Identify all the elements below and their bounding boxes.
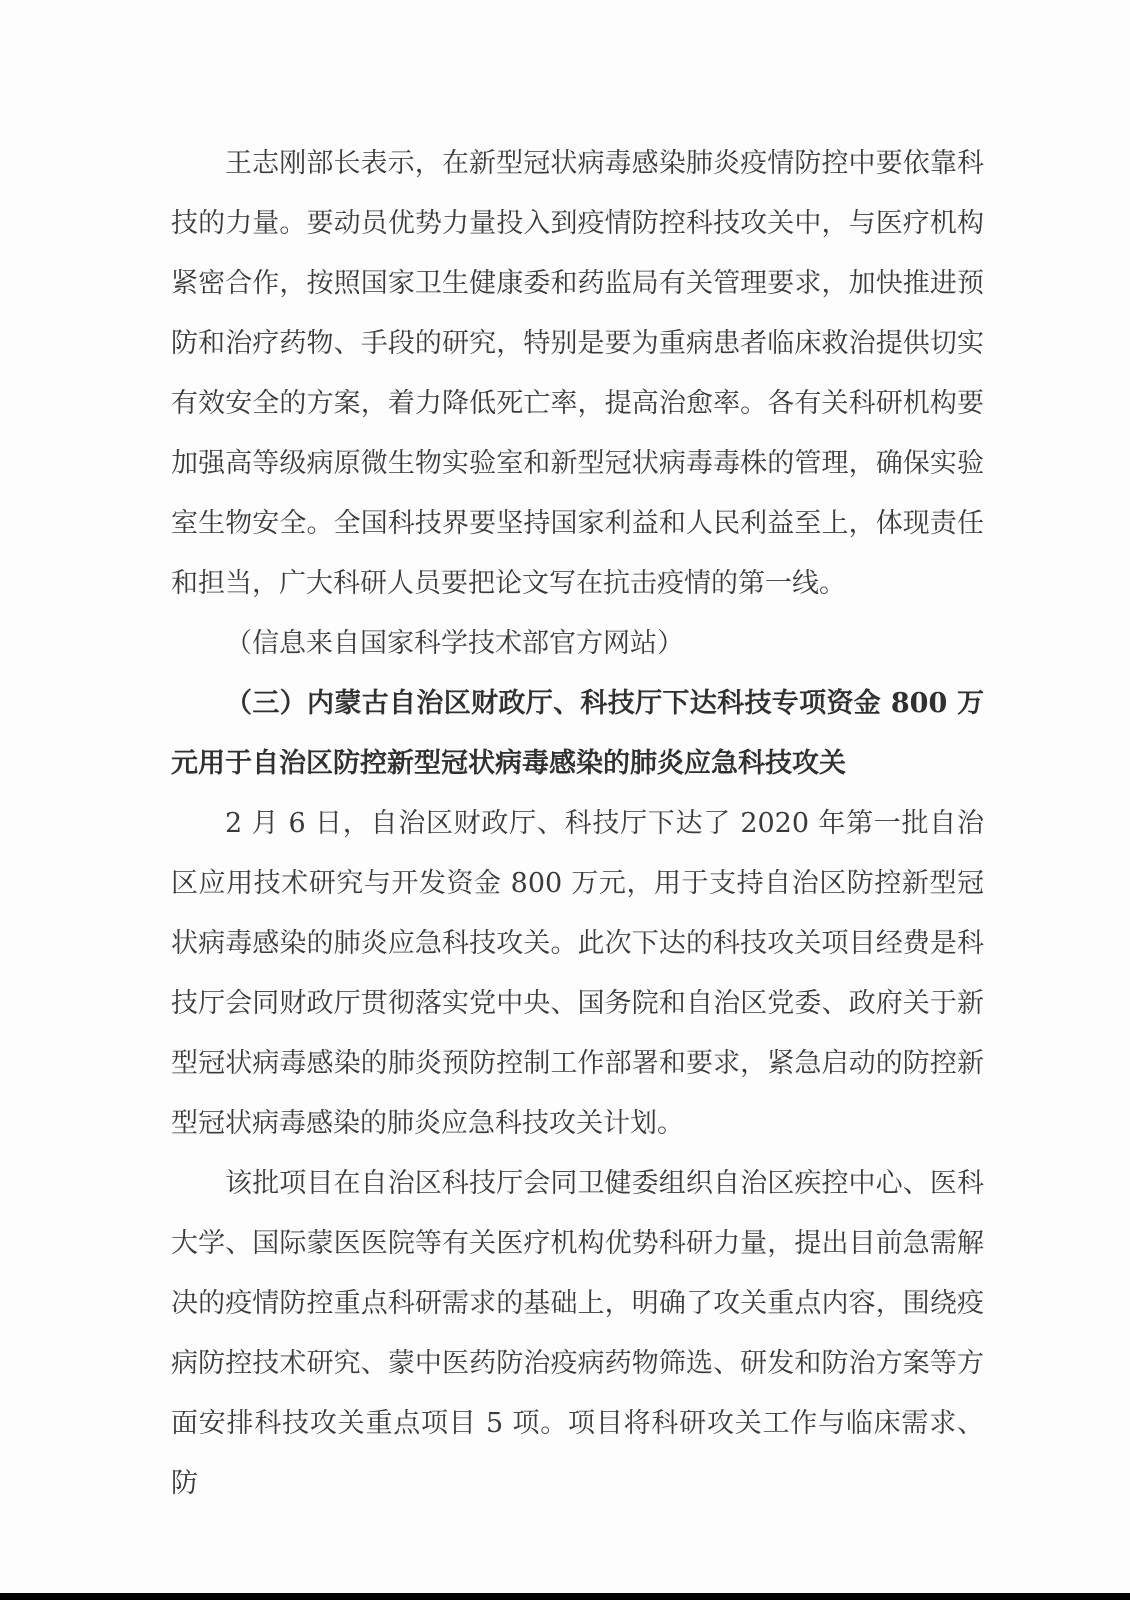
paragraph-minister-statement: 王志刚部长表示，在新型冠状病毒感染肺炎疫情防控中要依靠科技的力量。要动员优势力量投入到疫情防控科技攻关中，与医疗机构紧密合作，按照国家卫生健康委和药监局有关管理要求，加快推进预防和治疗药物、手段的研究，特别是要为重病患者临床救治提供切实有效安全的方案，着力降低死亡率，提高治愈率。各有关科研机构要加强高等级病原微生物实验室和新型冠状病毒毒株的管理，确保实验室生物安全。全国科技界要坚持国家利益和人民利益至上，体现责任和担当，广大科研人员要把论文写在抗击疫情的第一线。 bbox=[171, 148, 984, 599]
paragraph-project-arrangement: 该批项目在自治区科技厅会同卫健委组织自治区疾控中心、医科大学、国际蒙医医院等有关医疗机构优势科研力量，提出目前急需解决的疫情防控重点科研需求的基础上，明确了攻关重点内容，围绕疫病防控技术研究、蒙中医药防治疫病药物筛选、研发和防治方案等方面安排科技攻关重点项目 5 项。项目将科研攻关工作与临床需求、防 bbox=[171, 1168, 984, 1499]
section-heading-3: （三）内蒙古自治区财政厅、科技厅下达科技专项资金 800 万元用于自治区防控新型冠状病毒感染的肺炎应急科技攻关 bbox=[171, 688, 984, 779]
paragraph-source-note: （信息来自国家科学技术部官方网站） bbox=[225, 628, 684, 659]
paragraph-funding-detail: 2 月 6 日，自治区财政厅、科技厅下达了 2020 年第一批自治区应用技术研究与开发资金 800 万元，用于支持自治区防控新型冠状病毒感染的肺炎应急科技攻关。此次下达的科技攻关项目经费是科技厅会同财政厅贯彻落实党中央、国务院和自治区党委、政府关于新型冠状病毒感染的肺炎预防控制工作部署和要求，紧急启动的防控新型冠状病毒感染的肺炎应急科技攻关计划。 bbox=[171, 808, 984, 1139]
document-text-area bbox=[171, 134, 984, 1514]
bottom-edge-bar bbox=[0, 1593, 1130, 1600]
